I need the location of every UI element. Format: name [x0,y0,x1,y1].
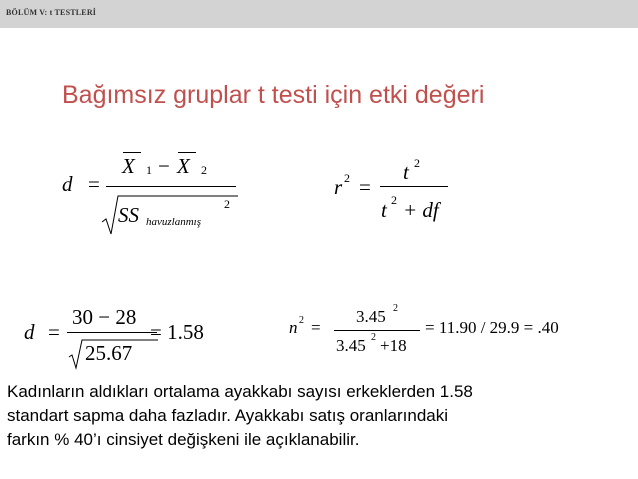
d-result: = 1.58 [150,320,204,344]
difference-numerator: 30 − 28 [72,305,137,329]
fraction-bar [334,330,420,331]
d-symbol: d [62,172,73,196]
ss-subscript: havuzlanmış [146,216,201,228]
minus-sign: − [158,154,170,178]
text-line: farkın % 40’ı cinsiyet değişkeni ile açıklanabilir. [7,430,360,449]
t-denominator: t [381,198,387,222]
num-superscript: 2 [393,303,398,314]
mean-bar-1 [123,152,141,153]
ss-symbol: SS [118,203,139,227]
d-symbol: d [24,320,35,344]
mean-bar-2 [178,152,196,153]
n-result: = 11.90 / 29.9 = .40 [425,318,559,337]
den-superscript: 2 [371,332,376,343]
n-superscript: 2 [299,315,304,326]
header-bar [0,0,638,28]
df-value: +18 [380,336,407,355]
text-line: Kadınların aldıkları ortalama ayakkabı sayısı erkeklerden 1.58 [7,382,473,401]
ss-superscript: 2 [224,197,230,211]
interpretation-text [7,380,627,452]
fraction-bar [380,186,448,187]
t-den-superscript: 2 [391,193,397,207]
chapter-header: BÖLÜM V: t TESTLERİ [6,8,97,17]
r-symbol: r [334,175,343,199]
t-num-superscript: 2 [414,156,420,170]
t-value-denominator: 3.45 [336,336,366,355]
r-superscript: 2 [344,171,350,185]
equals-sign: = [311,318,321,337]
df-term: + df [403,198,439,222]
n-symbol: n [289,318,298,337]
equals-sign: = [48,320,60,344]
x1-subscript: 1 [146,163,152,177]
ss-value: 25.67 [85,341,133,365]
equals-sign: = [359,175,371,199]
t-value-numerator: 3.45 [356,307,386,326]
x2-symbol: X [177,154,190,178]
equals-sign: = [88,172,100,196]
t-numerator: t [403,160,409,184]
fraction-bar [67,332,157,333]
x2-subscript: 2 [201,163,207,177]
fraction-bar [106,186,236,187]
slide-title: Bağımsız gruplar t testi için etki değeri [62,81,485,109]
x1-symbol: X [122,154,135,178]
text-line: standart sapma daha fazladır. Ayakkabı satış oranlarındaki [7,406,449,425]
